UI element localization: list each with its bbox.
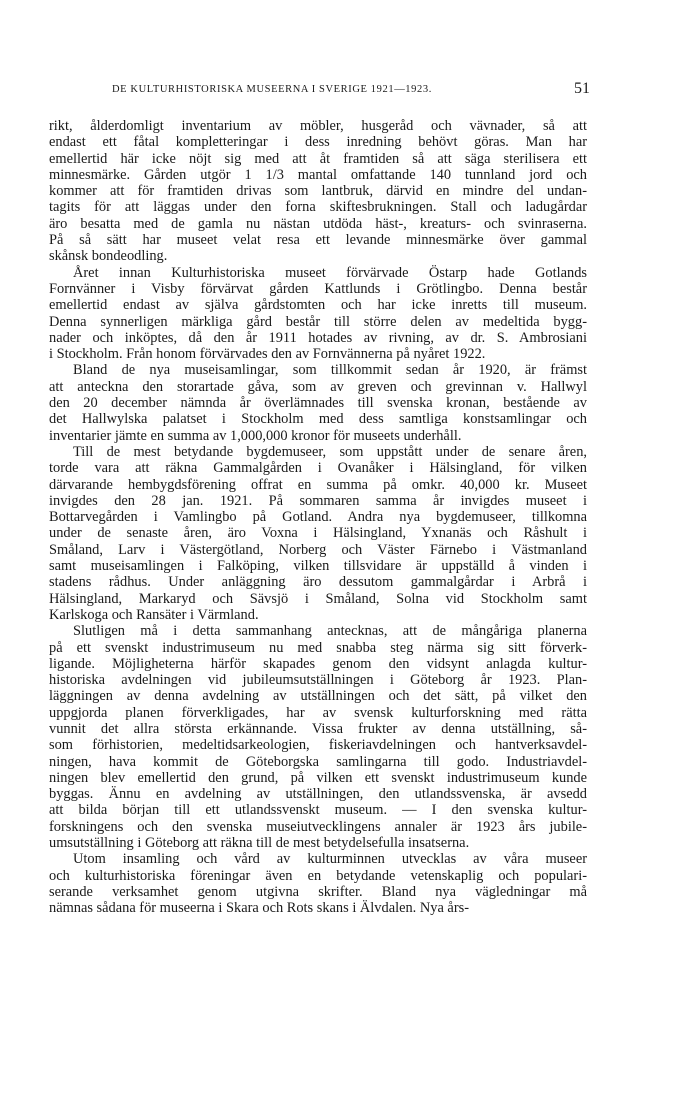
text-line: Året innan Kulturhistoriska museet förvärvade Östarp hade Gotlands	[73, 264, 587, 281]
text-line: Småland, Larv i Västergötland, Norberg och Väster Färnebo i Västmanland	[49, 541, 587, 558]
text-line: därvarande hembygdsförening offrat en summa på omkr. 40,000 kr. Museet	[49, 476, 587, 493]
text-line: nader och inköptes, då den år 1911 hotades av rivning, av dr. S. Ambrosiani	[49, 329, 587, 346]
text-line: tagits för att läggas under den forna skiftesbrukningen. Stall och ladugårdar	[49, 199, 587, 216]
text-line: att bilda början till ett utlandssvenskt museum. — I den svenska kultur-	[49, 802, 587, 819]
text-line: läggningen av denna avdelning av utställningen och det sätt, på vilket den	[49, 688, 587, 705]
text-line: rikt, ålderdomligt inventarium av möbler, husgeråd och vävnader, så att	[49, 118, 587, 134]
text-line: som förhistorien, medeltidsarkeologien, fiskeriavdelningen och hantverksavdel-	[49, 737, 587, 754]
text-line: Slutligen må i detta sammanhang antecknas, att de mångåriga planerna	[73, 623, 587, 640]
text-line: Karlskoga och Ransäter i Värmland.	[49, 606, 259, 623]
text-line: skånsk bondeodling.	[49, 248, 168, 265]
text-line: Fornvänner i Visby förvärvat gården Kattlunds i Grötlingbo. Denna består	[49, 280, 587, 297]
text-line: kommer att för framtiden drivas som lantbruk, därvid en mindre del undan-	[49, 183, 587, 200]
text-line: uppgjorda planen förverkligades, har av svensk kulturforskning med rätta	[49, 704, 587, 721]
text-line: umsutställning i Göteborg att räkna till de mest betydelsefulla insatserna.	[49, 835, 470, 852]
text-line: historiska avdelningen vid jubileumsutställningen i Göteborg år 1923. Plan-	[49, 672, 587, 689]
text-line: stadens rådhus. Under anläggning äro dessutom gammalgårdar i Arbrå i	[49, 574, 587, 591]
text-line: ligande. Möjligheterna härför skapades genom den vidsynt anlagda kultur-	[49, 655, 587, 672]
text-line: samt museisamlingen i Falköping, vilken tillsvidare är uppställd å vinden i	[49, 558, 587, 575]
text-line: emellertid här icke nöjt sig med att åt framtiden så att säga sterilisera ett	[49, 150, 587, 167]
text-line: endast ett fåtal kompletteringar i dess inredning behövt göras. Man har	[49, 134, 587, 151]
text-line: invigdes den 28 jan. 1921. På sommaren samma år invigdes museet i	[49, 492, 587, 509]
text-line: och kulturhistoriska föreningar även en betydande vetenskaplig och populari-	[49, 867, 587, 884]
text-line: byggas. Ännu en avdelning av utställningen, den utlandssvenska, är avsedd	[49, 786, 587, 803]
text-line: att anteckna den storartade gåva, som av greven och grevinnan v. Hallwyl	[49, 378, 587, 395]
text-line: Till de mest betydande bygdemuseer, som uppstått under de senare åren,	[73, 443, 587, 460]
text-line: det Hallwylska palatset i Stockholm med dess samtliga konstsamlingar och	[49, 411, 587, 428]
paragraph	[49, 362, 587, 443]
page-header	[112, 80, 590, 100]
text-line: på ett svenskt industrimuseum nu med snabba steg närma sig sitt förverk-	[49, 639, 587, 656]
text-line: inventarier jämte en summa av 1,000,000 kronor för museets underhåll.	[49, 427, 462, 444]
text-line: Bland de nya museisamlingar, som tillkommit sedan år 1920, är främst	[73, 362, 587, 379]
text-line: torde vara att räkna Gammalgården i Ovanåker i Hälsingland, för vilken	[49, 460, 587, 477]
text-line: emellertid endast av själva gårdstomten och har icke inretts till museum.	[49, 297, 587, 314]
paragraph	[49, 118, 587, 265]
text-line: vunnit det allra största erkännande. Vissa frukter av denna utställning, så-	[49, 720, 587, 737]
text-line: Bottarvegården i Vamlingbo på Gotland. Andra nya bygdemuseer, tillkomna	[49, 509, 587, 526]
text-line: ningen, hava kommit de Göteborgska samlingarna till godo. Industriavdel-	[49, 753, 587, 770]
text-line: under de senaste åren, äro Voxna i Hälsingland, Yxnanäs och Råshult i	[49, 525, 587, 542]
paragraph	[49, 265, 587, 363]
text-line: Utom insamling och vård av kulturminnen utvecklas av våra museer	[73, 851, 587, 868]
paragraph	[49, 851, 587, 916]
text-line: Hälsingland, Markaryd och Sävsjö i Småland, Solna vid Stockholm samt	[49, 590, 587, 607]
text-line: i Stockholm. Från honom förvärvades den av Fornvännerna på nyåret 1922.	[49, 346, 486, 363]
paragraph	[49, 623, 587, 851]
text-line: ningen blev emellertid den grund, på vilken ett svenskt industrimuseum kunde	[49, 769, 587, 786]
text-line: serande verksamhet genom utgivna skrifter. Bland nya vägledningar må	[49, 883, 587, 900]
text-line: den 20 december nämnda år överlämnades till svenska kronan, bestående av	[49, 395, 587, 412]
page-number: 51	[574, 80, 590, 97]
text-line: På så sätt har museet velat resa ett levande minnesmärke över gammal	[49, 232, 587, 249]
text-line: forskningens och den svenska museiutvecklingens annaler är 1923 års jubile-	[49, 818, 587, 835]
body-text	[49, 118, 587, 917]
text-line: Denna synnerligen märkliga gård består till större delen av medeltida bygg-	[49, 313, 587, 330]
text-line: äro besatta med de gamla nu nästan utdöda häst-, kreaturs- och svinraserna.	[49, 215, 587, 232]
text-line: nämnas sådana för museerna i Skara och Rots skans i Älvdalen. Nya års-	[49, 900, 470, 917]
running-head: DE KULTURHISTORISKA MUSEERNA I SVERIGE 1921—1923.	[112, 84, 432, 95]
paragraph	[49, 444, 587, 623]
text-line: minnesmärke. Gården utgör 1 1/3 mantal omfattande 140 tunnland jord och	[49, 166, 587, 183]
